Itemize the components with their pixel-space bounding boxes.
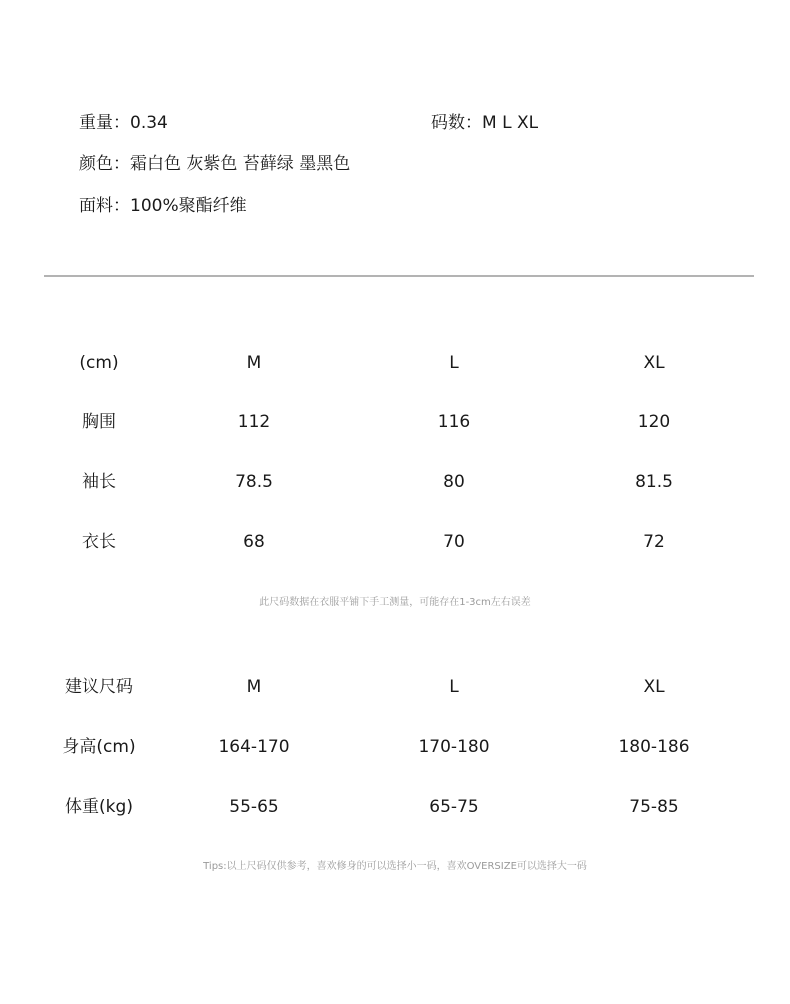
- row-label: 袖长: [82, 472, 116, 492]
- header-unit: (cm): [79, 353, 119, 373]
- row-label: 胸围: [82, 412, 116, 432]
- table-cell: 170-180: [418, 737, 490, 757]
- header-size-l: L: [449, 677, 459, 697]
- header-size-xl: XL: [643, 353, 665, 373]
- table-cell: 164-170: [218, 737, 290, 757]
- row-label: 衣长: [82, 532, 116, 552]
- tips-note: Tips:以上尺码仅供参考，喜欢修身的可以选择小一码，喜欢OVERSIZE可以选择大一码: [203, 861, 587, 872]
- table-cell: 80: [443, 472, 465, 492]
- weight-info: 重量：0.34: [79, 113, 168, 133]
- header-size-m: M: [246, 353, 262, 373]
- header-size-xl: XL: [643, 677, 665, 697]
- row-label: 身高(cm): [62, 737, 136, 757]
- table-cell: 68: [243, 532, 265, 552]
- table-cell: 120: [637, 412, 671, 432]
- sizes-info: 码数：M L XL: [431, 113, 539, 133]
- header-size-m: M: [246, 677, 262, 697]
- table-cell: 55-65: [229, 797, 279, 817]
- table-cell: 81.5: [635, 472, 673, 492]
- table-cell: 180-186: [618, 737, 690, 757]
- table-cell: 75-85: [629, 797, 679, 817]
- header-recommended-size: 建议尺码: [65, 677, 133, 697]
- row-label: 体重(kg): [65, 797, 133, 817]
- colors-info: 颜色：霜白色 灰紫色 苔藓绿 墨黑色: [79, 154, 351, 174]
- material-info: 面料：100%聚酯纤维: [79, 196, 247, 216]
- table-cell: 116: [437, 412, 471, 432]
- table-cell: 72: [643, 532, 665, 552]
- measurement-note: 此尺码数据在衣服平铺下手工测量，可能存在1-3cm左右误差: [259, 597, 531, 608]
- table-cell: 78.5: [235, 472, 273, 492]
- table-cell: 70: [443, 532, 465, 552]
- table-cell: 65-75: [429, 797, 479, 817]
- table-cell: 112: [237, 412, 271, 432]
- header-size-l: L: [449, 353, 459, 373]
- section-divider: [44, 275, 754, 277]
